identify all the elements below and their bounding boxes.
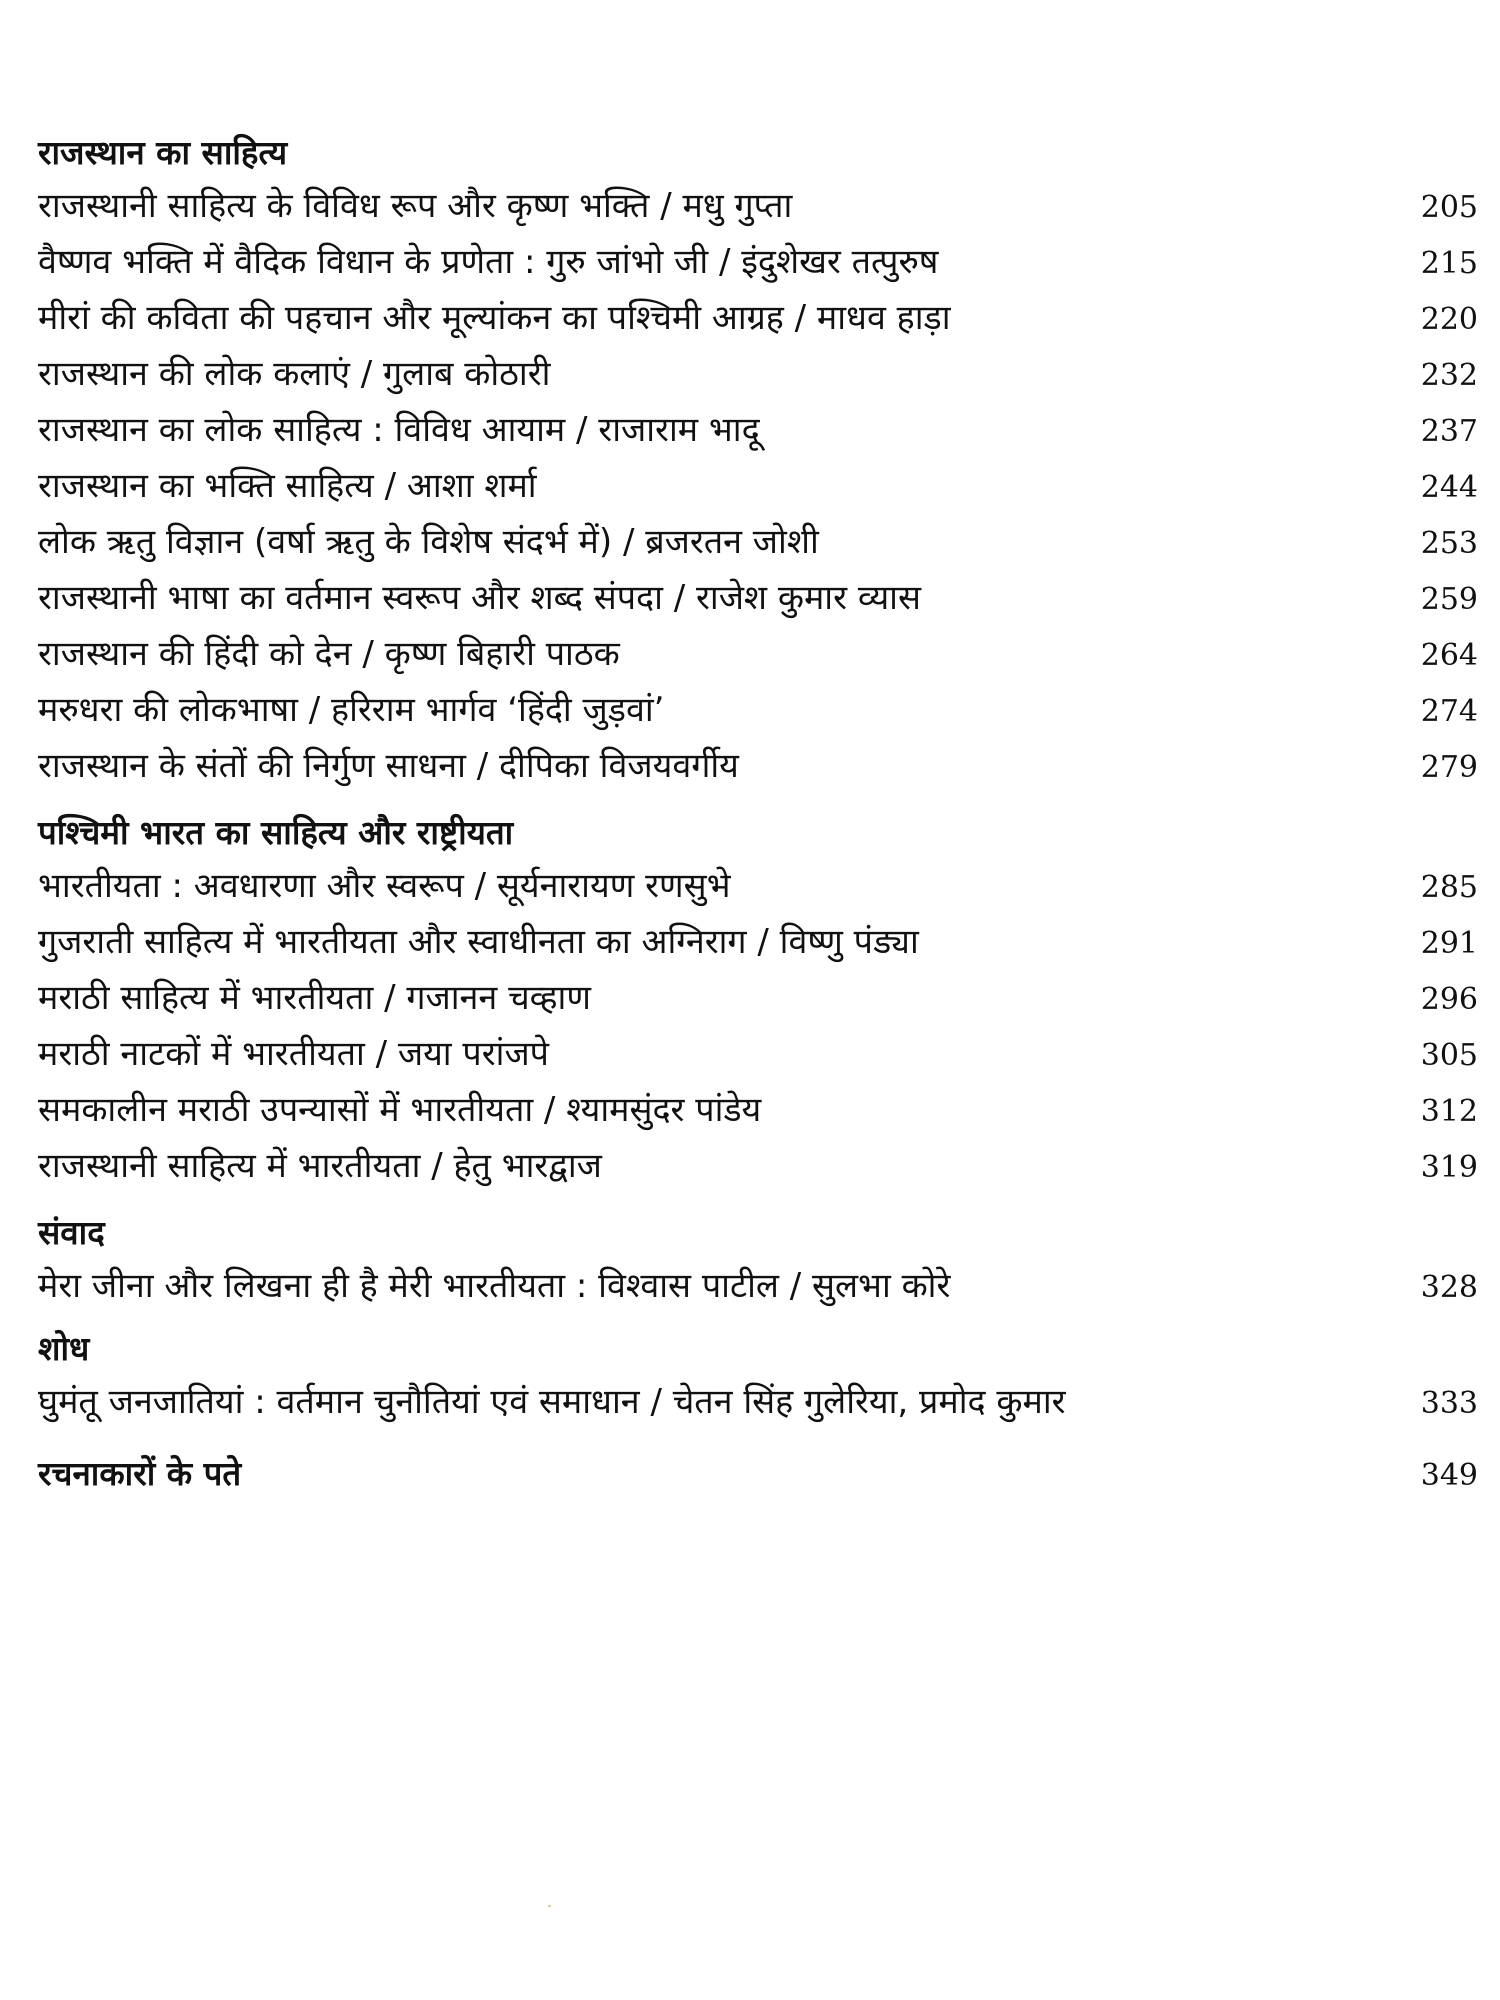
entry-page-number: 205 <box>1420 190 1478 225</box>
entry-page-number: 319 <box>1420 1150 1478 1185</box>
entry-title: मेरा जीना और लिखना ही है मेरी भारतीयता : विश्वास पाटील / सुलभा कोरे <box>38 1266 951 1306</box>
entry-page-number: 215 <box>1420 246 1478 281</box>
toc-section-rajasthan <box>38 128 1478 794</box>
entry-title: राजस्थान का लोक साहित्य : विविध आयाम / राजाराम भादू <box>38 410 760 450</box>
toc-entry <box>38 1026 1478 1082</box>
entry-title: मराठी साहित्य में भारतीयता / गजानन चव्हाण <box>38 978 591 1018</box>
toc-final-entry <box>38 1444 1478 1504</box>
entry-title: लोक ऋतु विज्ञान (वर्षा ऋतु के विशेष संदर्भ में) / ब्रजरतन जोशी <box>38 522 819 562</box>
entry-page-number: 274 <box>1420 694 1478 729</box>
toc-entry <box>38 290 1478 346</box>
entry-page-number: 328 <box>1420 1270 1478 1305</box>
entry-title: घुमंतू जनजातियां : वर्तमान चुनौतियां एवं समाधान / चेतन सिंह गुलेरिया, प्रमोद कुमार <box>38 1382 1066 1422</box>
toc-section-dialogue <box>38 1208 1478 1314</box>
entry-page-number: 237 <box>1420 414 1478 449</box>
entry-title: वैष्णव भक्ति में वैदिक विधान के प्रणेता : गुरु जांभो जी / इंदुशेखर तत्पुरुष <box>38 242 939 282</box>
entry-title: राजस्थानी साहित्य में भारतीयता / हेतु भारद्वाज <box>38 1146 602 1186</box>
entry-page-number: 244 <box>1420 470 1478 505</box>
entry-title: मराठी नाटकों में भारतीयता / जया परांजपे <box>38 1034 549 1074</box>
entry-page-number: 259 <box>1420 582 1478 617</box>
entry-page-number: 333 <box>1420 1386 1478 1421</box>
toc-entry <box>38 858 1478 914</box>
entry-title: राजस्थान की लोक कलाएं / गुलाब कोठारी <box>38 354 551 394</box>
toc-entry <box>38 570 1478 626</box>
entry-page-number: 253 <box>1420 526 1478 561</box>
entry-title: राजस्थानी भाषा का वर्तमान स्वरूप और शब्द संपदा / राजेश कुमार व्यास <box>38 578 921 618</box>
toc-entry <box>38 1258 1478 1314</box>
toc-entry <box>38 234 1478 290</box>
section-heading: शोध <box>38 1329 90 1368</box>
section-heading: संवाद <box>38 1213 105 1252</box>
entry-page-number: 305 <box>1420 1038 1478 1073</box>
entry-title: राजस्थानी साहित्य के विविध रूप और कृष्ण भक्ति / मधु गुप्ता <box>38 186 793 226</box>
toc-entry <box>38 346 1478 402</box>
entry-title: समकालीन मराठी उपन्यासों में भारतीयता / श्यामसुंदर पांडेय <box>38 1090 762 1130</box>
entry-title: भारतीयता : अवधारणा और स्वरूप / सूर्यनारायण रणसुभे <box>38 866 731 906</box>
section-heading: राजस्थान का साहित्य <box>38 133 288 172</box>
entry-title: मरुधरा की लोकभाषा / हरिराम भार्गव ‘हिंदी जुड़वां’ <box>38 690 665 730</box>
toc-entry <box>38 1082 1478 1138</box>
entry-page-number: 220 <box>1420 302 1478 337</box>
entry-title: गुजराती साहित्य में भारतीयता और स्वाधीनता का अग्निराग / विष्णु पंड्या <box>38 922 919 962</box>
toc-entry <box>38 738 1478 794</box>
toc-entry <box>38 626 1478 682</box>
toc-entry <box>38 458 1478 514</box>
toc-entry <box>38 1138 1478 1194</box>
toc-entry <box>38 514 1478 570</box>
section-heading: पश्चिमी भारत का साहित्य और राष्ट्रीयता <box>38 813 514 852</box>
toc-entry <box>38 178 1478 234</box>
toc-entry <box>38 402 1478 458</box>
entry-page-number: 296 <box>1420 982 1478 1017</box>
entry-page-number: 285 <box>1420 870 1478 905</box>
toc-entry <box>38 1374 1478 1430</box>
entry-title: राजस्थान का भक्ति साहित्य / आशा शर्मा <box>38 466 537 506</box>
table-of-contents <box>38 128 1478 1504</box>
entry-page-number: 349 <box>1420 1458 1478 1493</box>
paper-speck <box>548 1905 551 1907</box>
entry-page-number: 279 <box>1420 750 1478 785</box>
entry-page-number: 232 <box>1420 358 1478 393</box>
toc-entry <box>38 914 1478 970</box>
toc-section-western-india <box>38 808 1478 1194</box>
entry-title: मीरां की कविता की पहचान और मूल्यांकन का पश्चिमी आग्रह / माधव हाड़ा <box>38 298 951 338</box>
entry-page-number: 312 <box>1420 1094 1478 1129</box>
toc-entry <box>38 970 1478 1026</box>
section-heading: रचनाकारों के पते <box>38 1454 242 1493</box>
entry-page-number: 291 <box>1420 926 1478 961</box>
entry-title: राजस्थान के संतों की निर्गुण साधना / दीपिका विजयवर्गीय <box>38 746 739 786</box>
entry-title: राजस्थान की हिंदी को देन / कृष्ण बिहारी पाठक <box>38 634 620 674</box>
toc-section-research <box>38 1324 1478 1430</box>
entry-page-number: 264 <box>1420 638 1478 673</box>
toc-entry <box>38 682 1478 738</box>
